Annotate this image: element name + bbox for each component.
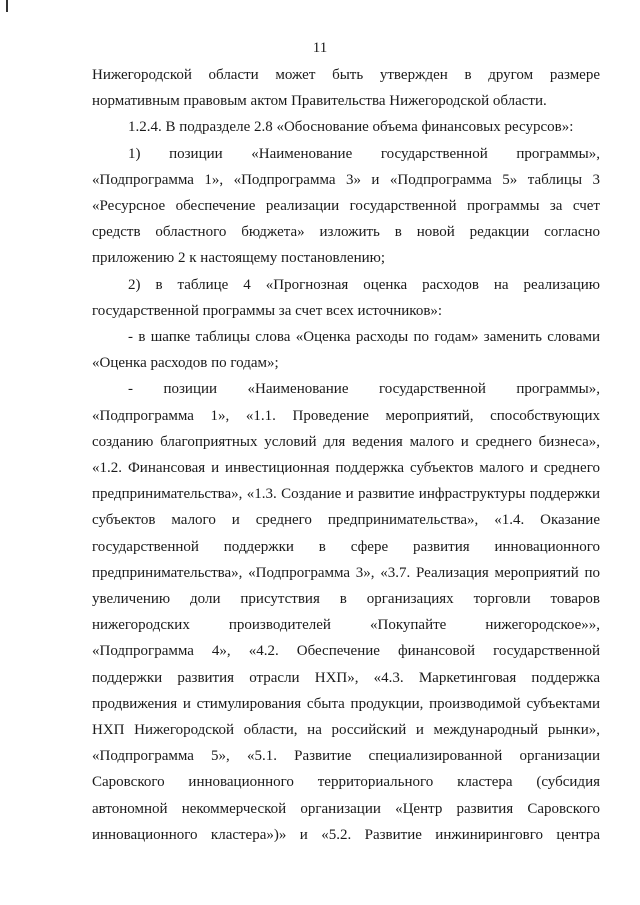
text-line: предпринимательства», «1.3. Создание и развитие инфраструктуры поддержки xyxy=(92,486,600,503)
text-line: - в шапке таблицы слова «Оценка расходы по годам» заменить словами xyxy=(128,329,600,346)
text-line: 1.2.4. В подразделе 2.8 «Обоснование объема финансовых ресурсов»: xyxy=(128,119,574,136)
text-line: НХП Нижегородской области, на российский и международный рынки», xyxy=(92,722,600,739)
paragraph-line xyxy=(92,822,600,848)
text-line: Нижегородской области может быть утвержден в другом размере xyxy=(92,67,600,83)
text-line: поддержки развития отрасли НХП», «4.3. Маркетинговая поддержка xyxy=(92,669,600,686)
paragraph-line xyxy=(92,665,600,691)
text-line: «Подпрограмма 1», «1.1. Проведение мероприятий, способствующих xyxy=(92,407,600,424)
paragraph-line xyxy=(92,560,600,586)
paragraph-line xyxy=(92,691,600,717)
paragraph-line xyxy=(92,481,600,507)
text-line: предпринимательства», «Подпрограмма 3», «3.7. Реализация мероприятий по xyxy=(92,564,600,581)
paragraph-line xyxy=(92,507,600,533)
text-line: «Ресурсное обеспечение реализации государственной программы за счет xyxy=(92,198,600,215)
text-line: «Подпрограмма 5», «5.1. Развитие специализированной организации xyxy=(92,748,600,765)
paragraph-line xyxy=(92,796,600,822)
text-line: приложению 2 к настоящему постановлению; xyxy=(92,250,385,267)
text-line: «Оценка расходов по годам»; xyxy=(92,355,279,372)
text-line: увеличению доли присутствия в организациях торговли товаров xyxy=(92,591,600,608)
text-line: «1.2. Финансовая и инвестиционная поддержка субъектов малого и среднего xyxy=(92,460,600,477)
paragraph-line xyxy=(92,167,600,193)
paragraph-line xyxy=(92,455,600,481)
paragraph-line xyxy=(92,429,600,455)
text-line: «Подпрограмма 1», «Подпрограмма 3» и «Подпрограмма 5» таблицы 3 xyxy=(92,171,600,188)
text-line: государственной поддержки в сфере развития инновационного xyxy=(92,538,600,555)
paragraph-line xyxy=(92,219,600,245)
paragraph-line xyxy=(92,769,600,795)
paragraph xyxy=(92,376,600,402)
paragraph-line xyxy=(92,743,600,769)
paragraph-line xyxy=(92,638,600,664)
paragraph-line xyxy=(92,403,600,429)
text-line: - позиции «Наименование государственной программы», xyxy=(128,381,600,398)
text-line: 1) позиции «Наименование государственной программы», xyxy=(128,145,600,162)
paragraph-line xyxy=(92,298,600,324)
paragraph-line xyxy=(92,717,600,743)
paragraph xyxy=(92,272,600,298)
text-line: продвижения и стимулирования сбыта продукции, производимой субъектами xyxy=(92,695,600,712)
paragraph xyxy=(92,324,600,350)
paragraph xyxy=(92,141,600,167)
paragraph-line xyxy=(92,245,600,271)
text-line: автономной некоммерческой организации «Центр развития Саровского xyxy=(92,800,600,817)
paragraph-line xyxy=(92,534,600,560)
text-line: средств областного бюджета» изложить в новой редакции согласно xyxy=(92,224,600,241)
page-number: 11 xyxy=(312,40,328,56)
paragraph-line xyxy=(92,586,600,612)
text-line: 2) в таблице 4 «Прогнозная оценка расходов на реализацию xyxy=(128,276,600,293)
paragraph-line xyxy=(92,88,600,114)
text-line: «Подпрограмма 4», «4.2. Обеспечение финансовой государственной xyxy=(92,643,600,660)
text-line: созданию благоприятных условий для ведения малого и среднего бизнеса», xyxy=(92,433,600,450)
paragraph xyxy=(92,62,600,88)
text-line: нормативным правовым актом Правительства Нижегородской области. xyxy=(92,93,547,110)
paragraph xyxy=(92,114,600,140)
paragraph-line xyxy=(92,612,600,638)
document-body xyxy=(92,62,600,848)
text-line: государственной программы за счет всех источников»: xyxy=(92,302,443,319)
text-line: нижегородских производителей «Покупайте нижегородское»», xyxy=(92,617,600,634)
paragraph-line xyxy=(92,350,600,376)
scan-mark xyxy=(6,0,8,12)
text-line: субъектов малого и среднего предпринимательства», «1.4. Оказание xyxy=(92,512,600,529)
text-line: инновационного кластера»)» и «5.2. Развитие инжиниринговго центра xyxy=(92,826,600,843)
text-line: Саровского инновационного территориального кластера (субсидия xyxy=(92,774,600,791)
paragraph-line xyxy=(92,193,600,219)
